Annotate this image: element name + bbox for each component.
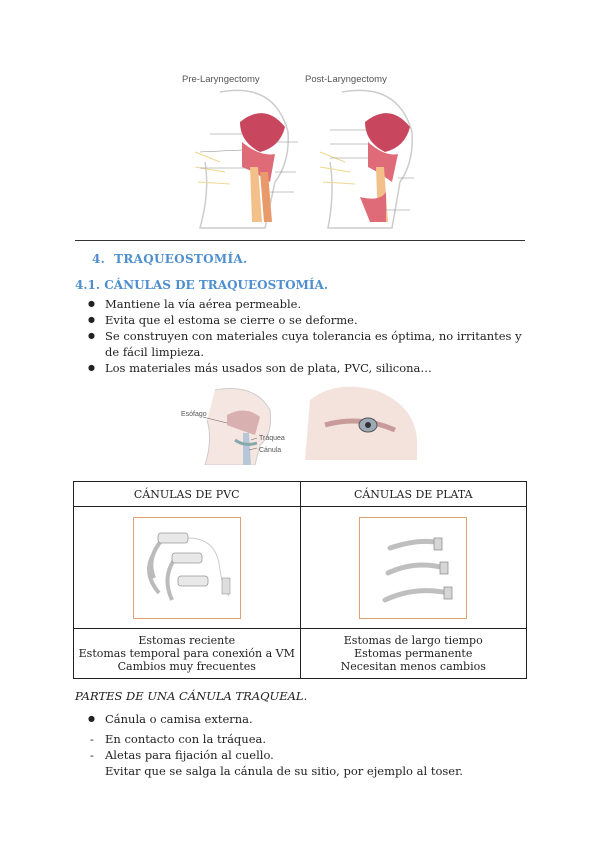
list-item: ● Los materiales más usados son de plata, PVC, silicona… bbox=[75, 360, 535, 376]
tracheostomy-figure bbox=[181, 385, 420, 465]
pvc-line: Estomas reciente bbox=[138, 634, 236, 647]
plata-cannula-image bbox=[359, 517, 467, 619]
laryngectomy-illustration bbox=[180, 72, 420, 230]
pvc-cannula-image bbox=[133, 517, 241, 619]
list-item: - Aletas para fijación al cuello. bbox=[75, 747, 535, 763]
plata-image-cell bbox=[300, 507, 527, 629]
plata-line: Estomas permanente bbox=[354, 647, 473, 660]
tracheostomy-illustration bbox=[185, 385, 420, 465]
horizontal-rule bbox=[75, 240, 525, 241]
label-esofago: Esófago bbox=[181, 411, 207, 418]
pvc-description-cell bbox=[74, 629, 301, 679]
post-laryngectomy-title: Post-Laryngectomy bbox=[305, 74, 387, 85]
bullet-list bbox=[75, 296, 535, 376]
laryngectomy-figure bbox=[180, 72, 420, 230]
list-item: - En contacto con la tráquea. bbox=[75, 731, 535, 747]
subsection-heading: 4.1. CÁNULAS DE TRAQUEOSTOMÍA. bbox=[75, 278, 329, 292]
plata-line: Estomas de largo tiempo bbox=[343, 634, 483, 647]
plata-description-cell bbox=[300, 629, 527, 679]
list-item: ● Evita que el estoma se cierre o se deforme. bbox=[75, 312, 535, 328]
table-header-pvc: CÁNULAS DE PVC bbox=[74, 482, 301, 507]
section-heading bbox=[92, 252, 247, 266]
list-item: ● Se construyen con materiales cuya tolerancia es óptima, no irritantes y de fácil limpieza. bbox=[75, 328, 535, 360]
pvc-line: Cambios muy frecuentes bbox=[117, 660, 256, 673]
cannula-comparison-table bbox=[73, 481, 527, 679]
section-title: TRAQUEOSTOMÍA. bbox=[114, 252, 248, 266]
pvc-image-cell bbox=[74, 507, 301, 629]
pvc-cannula-illustration bbox=[134, 518, 240, 618]
pvc-line: Estomas temporal para conexión a VM bbox=[78, 647, 295, 660]
list-item: ● Cánula o camisa externa. bbox=[75, 711, 535, 727]
parts-list bbox=[75, 711, 535, 779]
plata-line: Necesitan menos cambios bbox=[340, 660, 486, 673]
list-item: Evitar que se salga la cánula de su sitio, por ejemplo al toser. bbox=[105, 764, 463, 778]
parts-title: PARTES DE UNA CÁNULA TRAQUEAL. bbox=[75, 689, 308, 703]
list-item: ● Mantiene la vía aérea permeable. bbox=[75, 296, 535, 312]
section-number: 4. bbox=[92, 252, 106, 266]
pre-laryngectomy-title: Pre-Laryngectomy bbox=[182, 74, 260, 85]
plata-cannula-illustration bbox=[360, 518, 466, 618]
label-traquea: Tráquea bbox=[259, 435, 285, 442]
label-canula: Cánula bbox=[259, 447, 282, 454]
table-header-plata: CÁNULAS DE PLATA bbox=[300, 482, 527, 507]
